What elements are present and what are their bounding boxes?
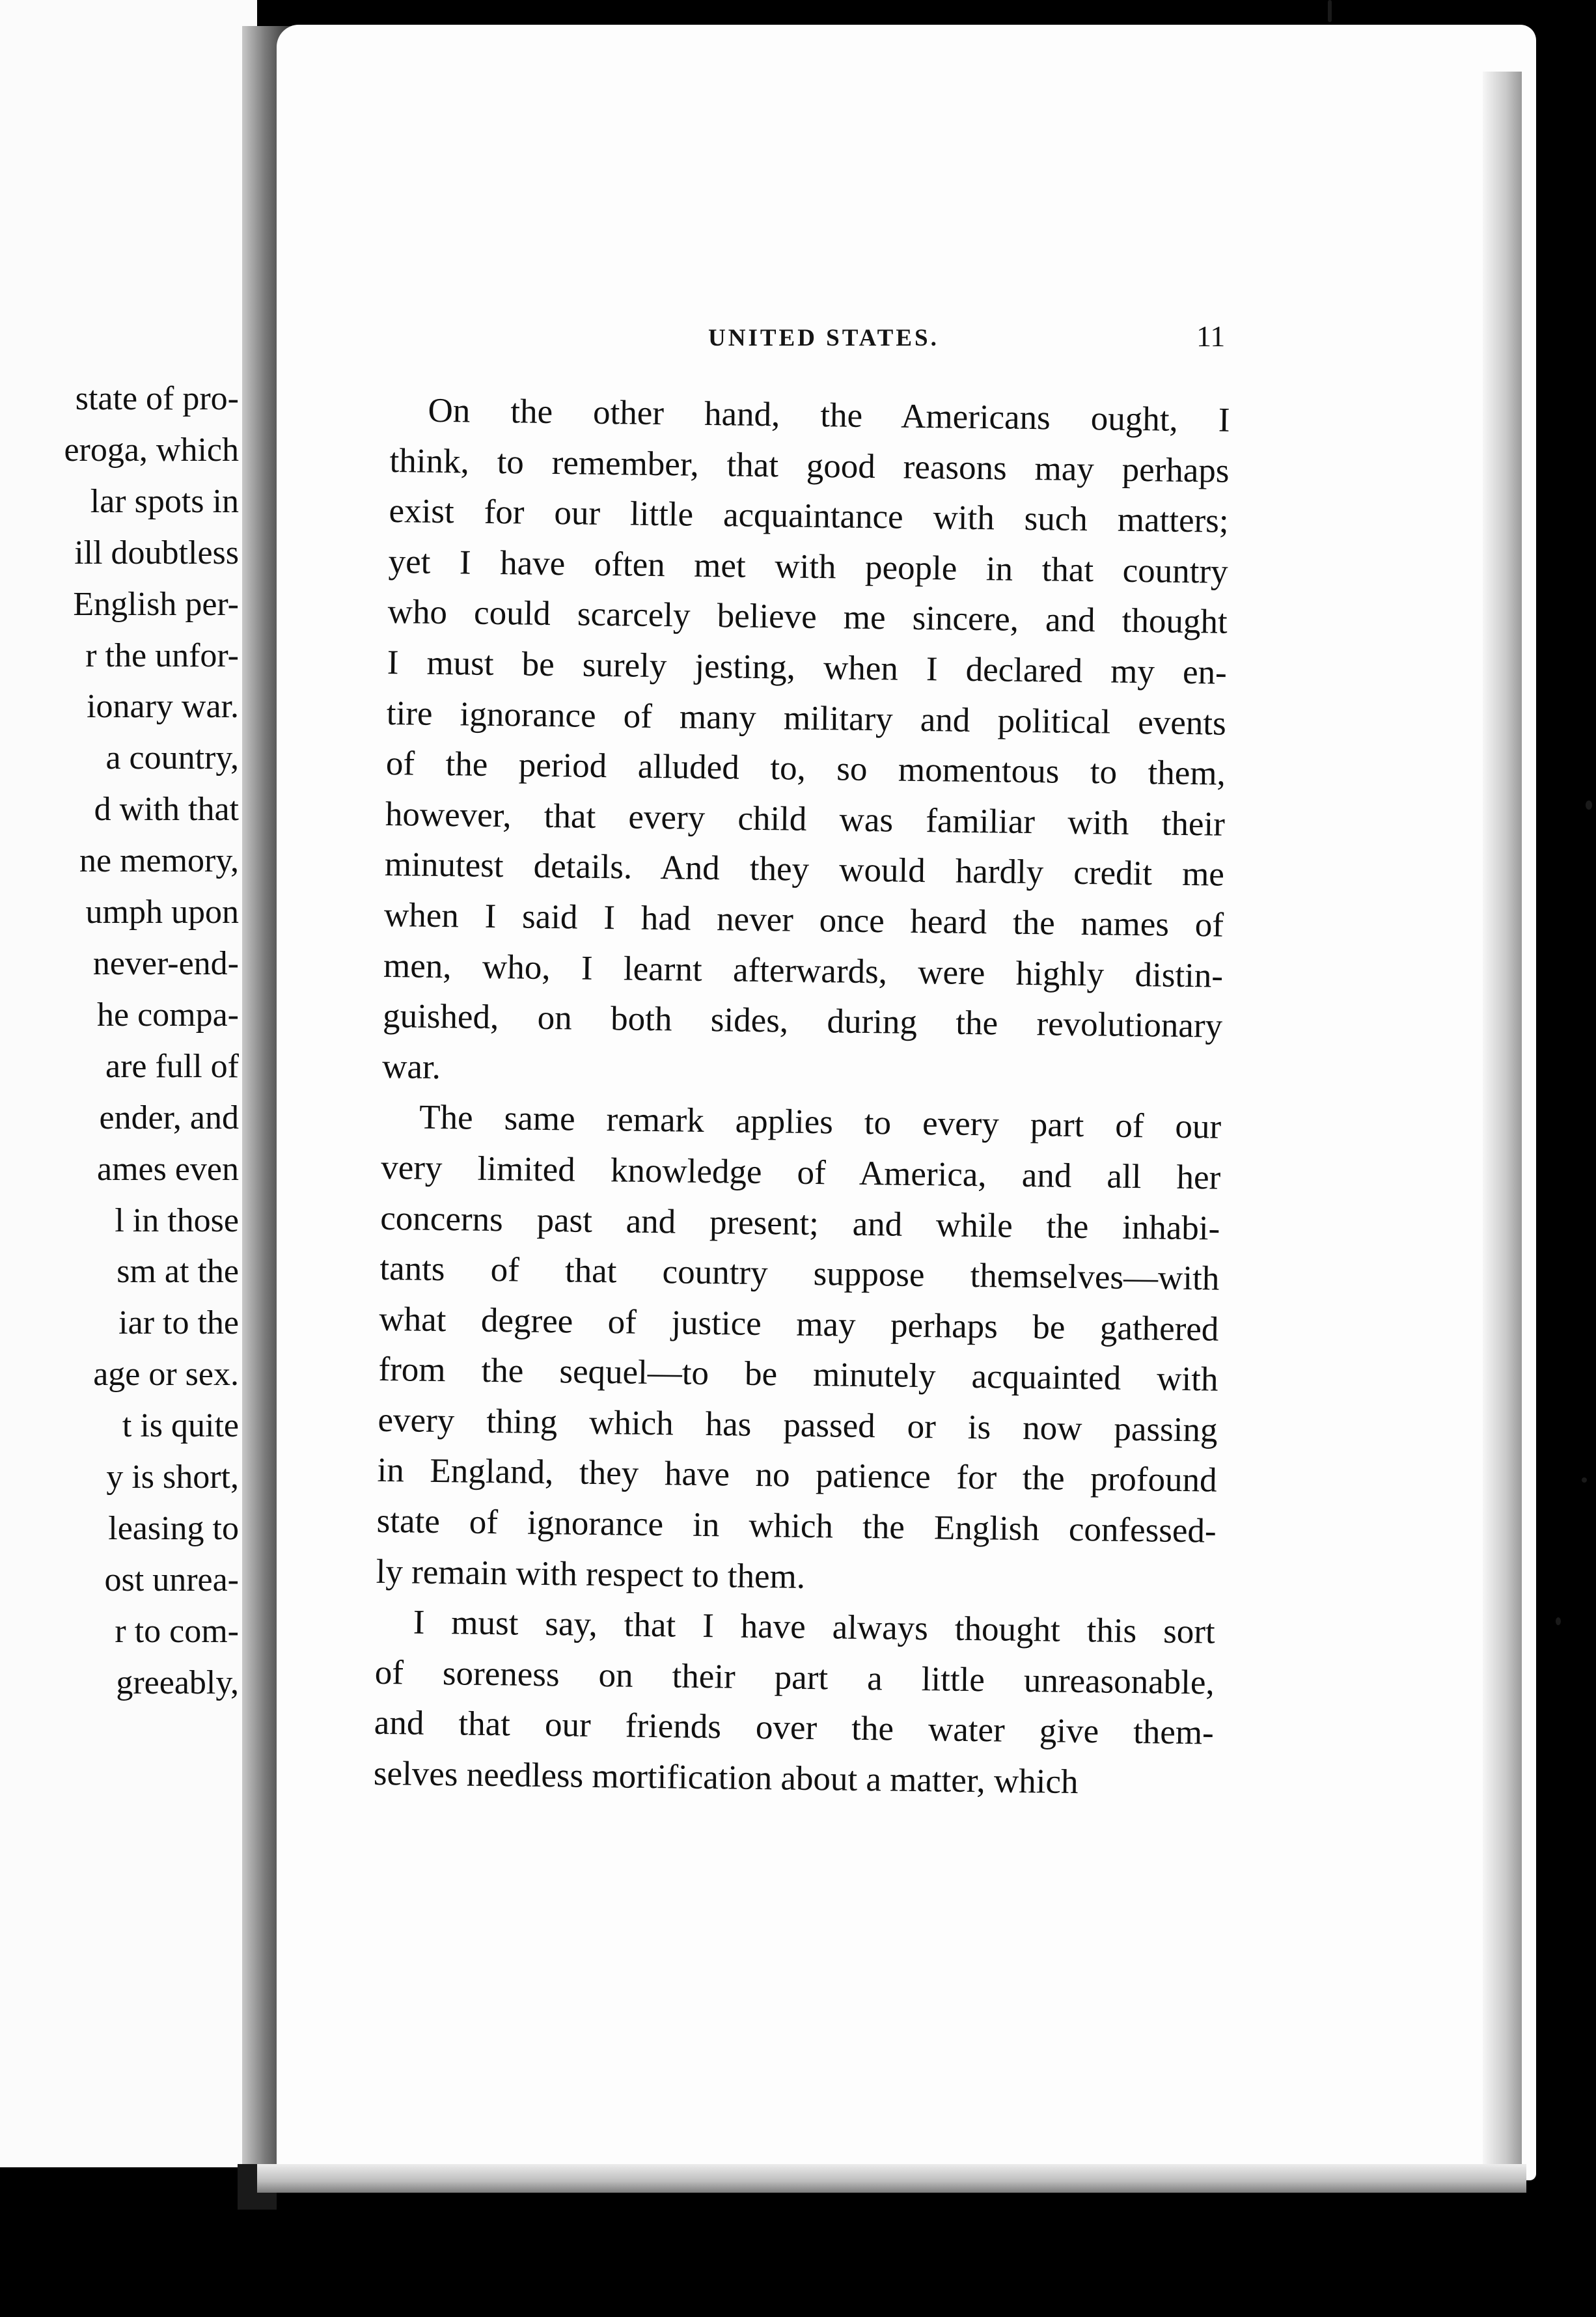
left-page-line: ionary war. [87,688,239,726]
text-line: ly remain with respect to them. [376,1552,806,1596]
paragraph [373,1597,1215,1809]
text-line: and that our friends over the water give them- [374,1704,1215,1753]
text-line: state of ignorance in which the English confessed- [376,1501,1217,1550]
text-line: when I said I had never once heard the names of [383,896,1224,944]
scan-speck [1328,0,1332,22]
page-stack-edge [1483,72,1522,2174]
left-page-line: never-end- [92,944,239,982]
left-page-line: iar to the [118,1304,239,1342]
text-line: concerns past and present; and while the inhabi- [380,1199,1220,1248]
text-line: minutest details. And they would hardly credit me [384,845,1225,894]
left-page-line: greeably, [116,1664,239,1701]
text-line: yet I have often met with people in that country [388,542,1228,591]
left-page-line: ost unrea- [104,1561,239,1598]
page-number: 11 [1196,320,1226,353]
left-page-line: ames even [96,1150,239,1188]
text-line: guished, on both sides, during the revolutionary [382,997,1223,1045]
page-bottom-edge [257,2164,1526,2193]
text-line: from the sequel—to be minutely acquainted with [378,1350,1218,1399]
text-line: men, who, I learnt afterwards, were highly distin- [383,946,1224,995]
left-page-line: l in those [115,1201,239,1239]
left-page-line: are full of [105,1047,239,1085]
paragraph [382,385,1230,1103]
text-line: what degree of justice may perhaps be gathered [379,1300,1219,1349]
left-page-line: he compa- [96,996,239,1034]
left-page-line: leasing to [108,1509,239,1547]
left-page-fragment [0,0,257,2167]
text-line: I must be surely jesting, when I declared my en- [387,643,1228,692]
scan-speck [1586,801,1592,810]
text-line: of soreness on their part a little unreasonable, [374,1653,1215,1702]
scan-speck [1556,1617,1561,1625]
left-page-text [0,374,239,1709]
left-page-line: y is short, [106,1459,239,1496]
text-line: however, that every child was familiar with their [385,795,1226,843]
left-page-line: r the unfor- [85,637,239,674]
left-page-line: sm at the [117,1253,239,1291]
text-line: who could scarcely believe me sincere, and thought [387,593,1228,642]
text-line: every thing which has passed or is now passing [378,1401,1218,1449]
paragraph [376,1092,1221,1608]
text-line: The same remark applies to every part of our [419,1098,1222,1146]
left-page-line: eroga, which [64,431,239,469]
text-line: selves needless mortification about a matter, which [373,1754,1079,1802]
text-line: On the other hand, the Americans ought, I [428,391,1230,439]
left-page-line: t is quite [122,1407,239,1445]
text-line: very limited knowledge of America, and all her [380,1148,1221,1197]
left-page-line: ender, and [99,1099,239,1136]
body-text [373,385,1230,1809]
text-line: think, to remember, that good reasons may perhaps [389,441,1230,490]
left-page-line: umph upon [85,894,239,931]
text-line: of the period alluded to, so momentous to them, [385,745,1226,793]
running-head: UNITED STATES. [708,325,939,351]
left-page-line: state of pro- [75,380,239,417]
left-page-line: ne memory, [79,842,239,880]
left-page-line: lar spots in [90,482,239,520]
left-page-line: English per- [73,585,239,623]
text-line: exist for our little acquaintance with such matters; [389,492,1229,540]
text-line: I must say, that I have always thought this sort [413,1603,1216,1651]
left-page-line: a country, [105,739,239,777]
left-page-line: d with that [94,791,239,829]
left-page-line: age or sex. [93,1356,239,1393]
left-page-line: r to com- [115,1612,239,1650]
scan-speck [1582,1477,1587,1483]
text-line: tire ignorance of many military and political events [386,694,1227,743]
text-line: tants of that country suppose themselves—with [379,1249,1220,1298]
text-line: war. [381,1047,441,1086]
text-line: in England, they have no patience for the profound [377,1451,1217,1500]
left-page-line: ill doubtless [74,534,239,571]
